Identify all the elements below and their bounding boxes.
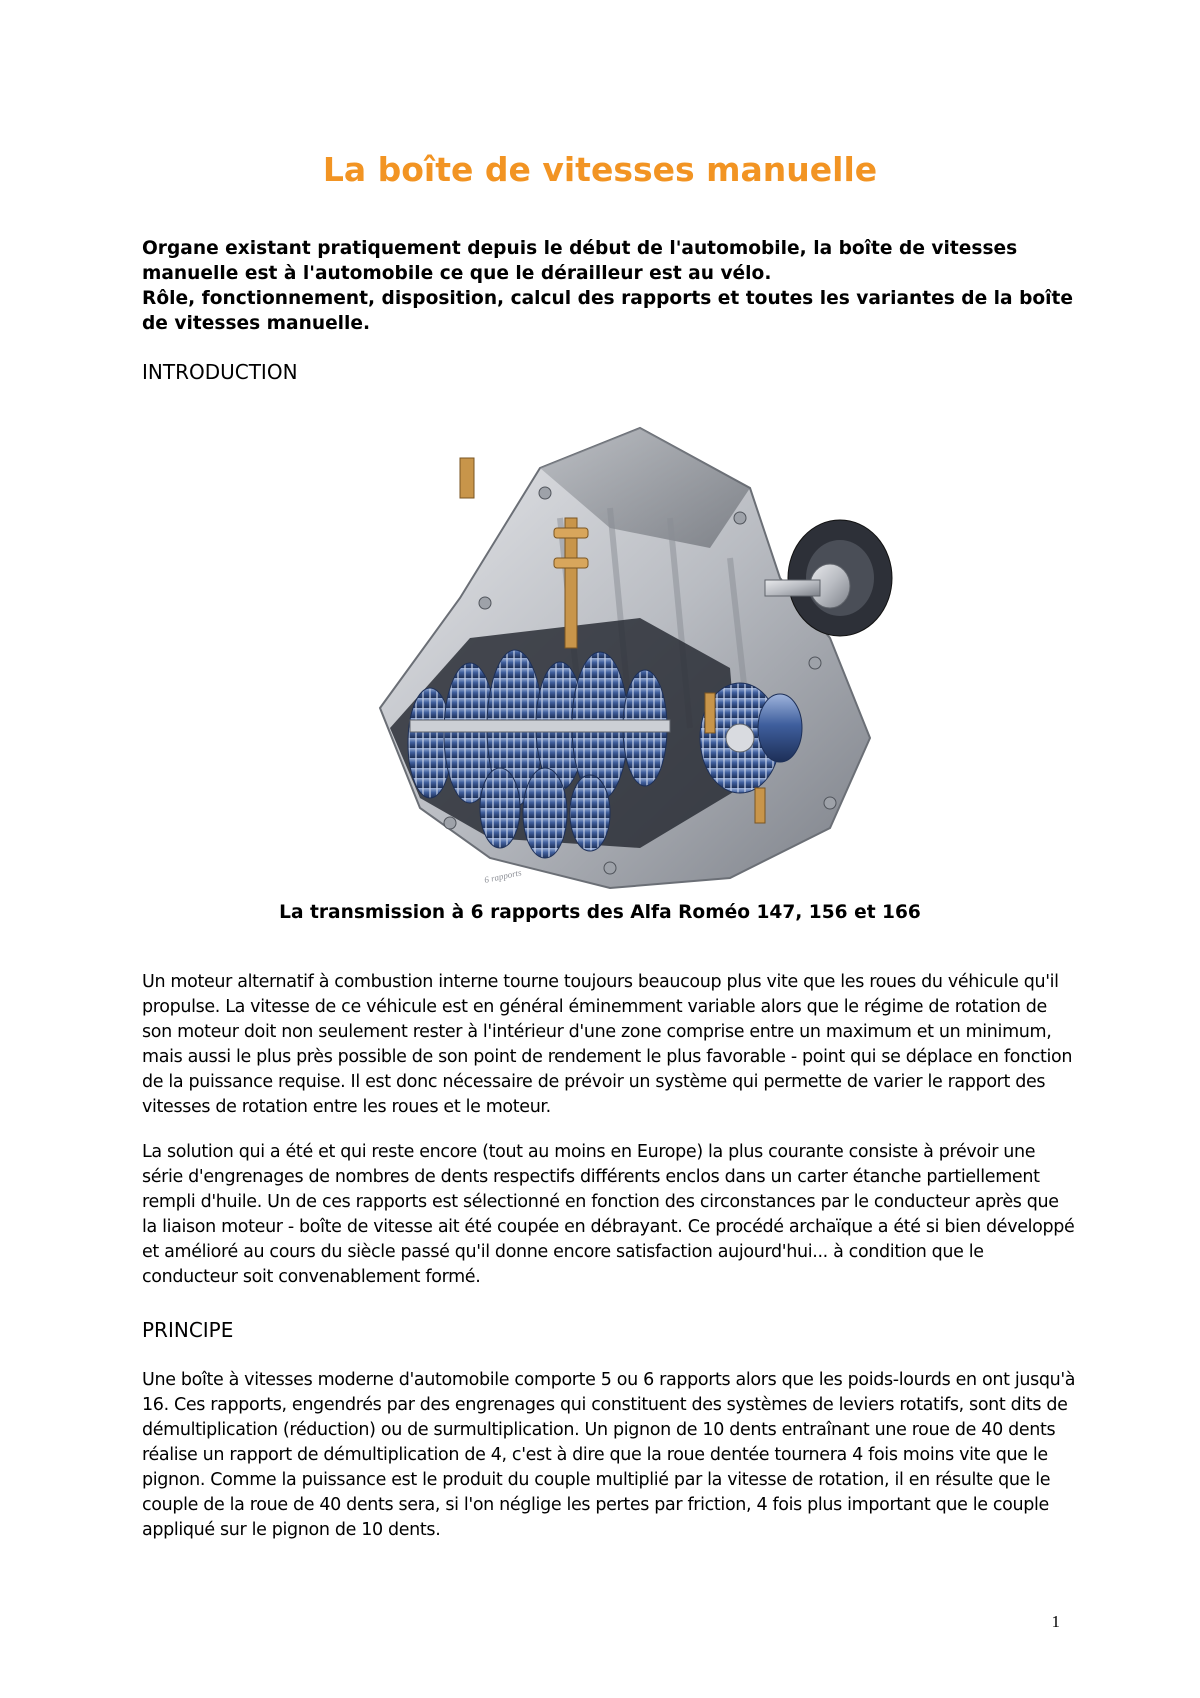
image-label: 6 rapports	[483, 867, 523, 885]
figure-caption: La transmission à 6 rapports des Alfa Roméo 147, 156 et 166	[279, 902, 921, 923]
principe-heading: PRINCIPE	[142, 1318, 234, 1342]
document-title: La boîte de vitesses manuelle	[322, 150, 878, 189]
paragraph-intro-2: La solution qui a été et qui reste encore (tout au moins en Europe) la plus courante consiste à prévoir une série d'engrenages de nombres de dents respectifs différents enclos dans un carter étanche partiellement rempli d'huile. Un de ces rapports est sélectionné en fonction des circonstances par le conducteur après que la liaison moteur - boîte de vitesse ait été coupée en débrayant. Ce procédé archaïque a été si bien développé et amélioré au cours du siècle passé qu'il donne encore satisfaction aujourd'hui... à condition que le conducteur soit convenablement formé.	[142, 1142, 1075, 1287]
page-number: 1	[1051, 1612, 1060, 1631]
gearbox-illustration	[310, 408, 910, 908]
paragraph-principe: Une boîte à vitesses moderne d'automobile comporte 5 ou 6 rapports alors que les poids-lourds en ont jusqu'à 16. Ces rapports, engendrés par des engrenages qui constituent des systèmes de leviers rotatifs, sont dits de démultiplication (réduction) ou de surmultiplication. Un pignon de 10 dents entraînant une roue de 40 dents réalise un rapport de démultiplication de 4, c'est à dire que la roue dentée tournera 4 fois moins vite que le pignon. Comme la puissance est le produit du couple multiplié par la vitesse de rotation, il en résulte que le couple de la roue de 40 dents sera, si l'on néglige les pertes par friction, 4 fois plus important que le couple appliqué sur le pignon de 10 dents.	[142, 1370, 1076, 1540]
introduction-heading: INTRODUCTION	[142, 360, 298, 384]
intro-bold-text: Organe existant pratiquement depuis le début de l'automobile, la boîte de vitesses manuelle est à l'automobile ce que le dérailleur est au vélo. Rôle, fonctionnement, disposition, calcul des rapports et toutes les variantes de la boîte de vitesses manuelle.	[142, 238, 1074, 334]
intro-text	[142, 236, 1077, 336]
paragraph-intro-1: Un moteur alternatif à combustion interne tourne toujours beaucoup plus vite que les roues du véhicule qu'il propulse. La vitesse de ce véhicule est en général éminemment variable alors que le régime de rotation de son moteur doit non seulement rester à l'intérieur d'une zone comprise entre un maximum et un minimum, mais aussi le plus près possible de son point de rendement le plus favorable - point qui se déplace en fonction de la puissance requise. Il est donc nécessaire de prévoir un système qui permette de varier le rapport des vitesses de rotation entre les roues et le moteur.	[142, 972, 1073, 1117]
